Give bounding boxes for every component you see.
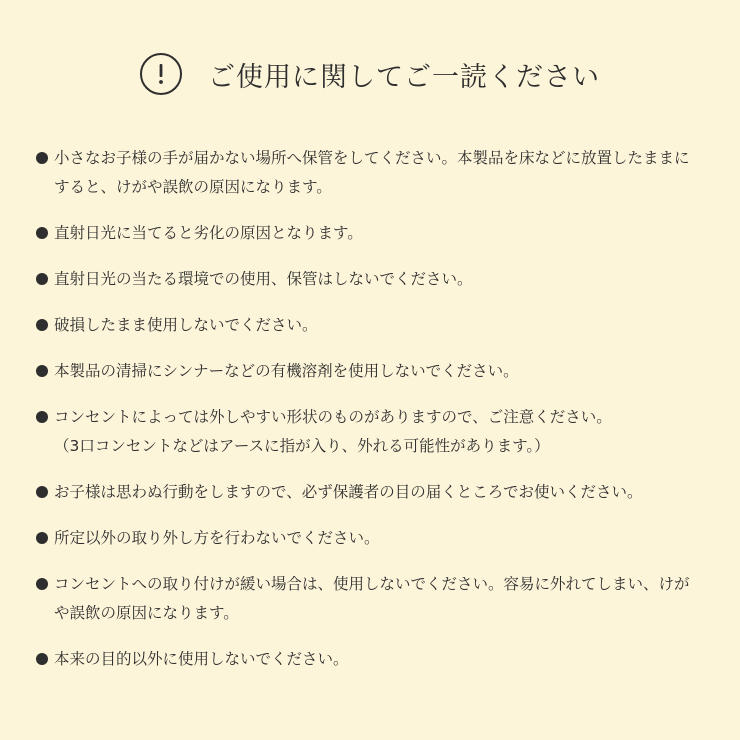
notice-header <box>0 50 740 98</box>
caution-text <box>54 144 704 202</box>
caution-text <box>54 524 704 553</box>
bullet-icon <box>36 578 48 590</box>
caution-item <box>36 570 704 628</box>
caution-item <box>36 219 704 248</box>
caution-line: 本製品の清掃にシンナーなどの有機溶剤を使用しないでください。 <box>54 362 519 380</box>
caution-item <box>36 645 704 674</box>
caution-text <box>54 265 704 294</box>
bullet-icon <box>36 532 48 544</box>
caution-item <box>36 357 704 386</box>
caution-item <box>36 478 704 507</box>
bullet-icon <box>36 653 48 665</box>
caution-text <box>54 403 704 461</box>
caution-line: 本来の目的以外に使用しないでください。 <box>54 650 349 668</box>
bullet-icon <box>36 486 48 498</box>
caution-line: 所定以外の取り外し方を行わないでください。 <box>54 529 380 547</box>
caution-text <box>54 570 704 628</box>
bullet-icon <box>36 319 48 331</box>
caution-item <box>36 311 704 340</box>
caution-item <box>36 144 704 202</box>
caution-line: コンセントへの取り付けが緩い場合は、使用しないでください。容易に外れてしまい、けがや誤飲の原因になります。 <box>54 575 690 622</box>
caution-item <box>36 524 704 553</box>
bullet-icon <box>36 152 48 164</box>
bullet-icon <box>36 411 48 423</box>
caution-line-note: （3口コンセントなどはアースに指が入り、外れる可能性があります。） <box>54 437 550 455</box>
page-title: ご使用に関してご一読ください <box>208 61 600 93</box>
caution-line: 破損したまま使用しないでください。 <box>54 316 318 334</box>
caution-line: 直射日光の当たる環境での使用、保管はしないでください。 <box>54 270 473 288</box>
caution-line: コンセントによっては外しやすい形状のものがありますので、ご注意ください。 <box>54 408 612 426</box>
caution-list <box>36 144 704 691</box>
caution-item <box>36 403 704 461</box>
caution-text <box>54 219 704 248</box>
caution-item <box>36 265 704 294</box>
exclamation-circle-icon <box>140 53 182 95</box>
caution-line: 小さなお子様の手が届かない場所へ保管をしてください。本製品を床などに放置したままにすると、けがや誤飲の原因になります。 <box>54 149 690 196</box>
caution-text <box>54 478 704 507</box>
caution-text <box>54 357 704 386</box>
caution-line: お子様は思わぬ行動をしますので、必ず保護者の目の届くところでお使いください。 <box>54 483 643 501</box>
caution-text <box>54 645 704 674</box>
caution-text <box>54 311 704 340</box>
bullet-icon <box>36 365 48 377</box>
caution-line: 直射日光に当てると劣化の原因となります。 <box>54 224 363 242</box>
bullet-icon <box>36 227 48 239</box>
bullet-icon <box>36 273 48 285</box>
